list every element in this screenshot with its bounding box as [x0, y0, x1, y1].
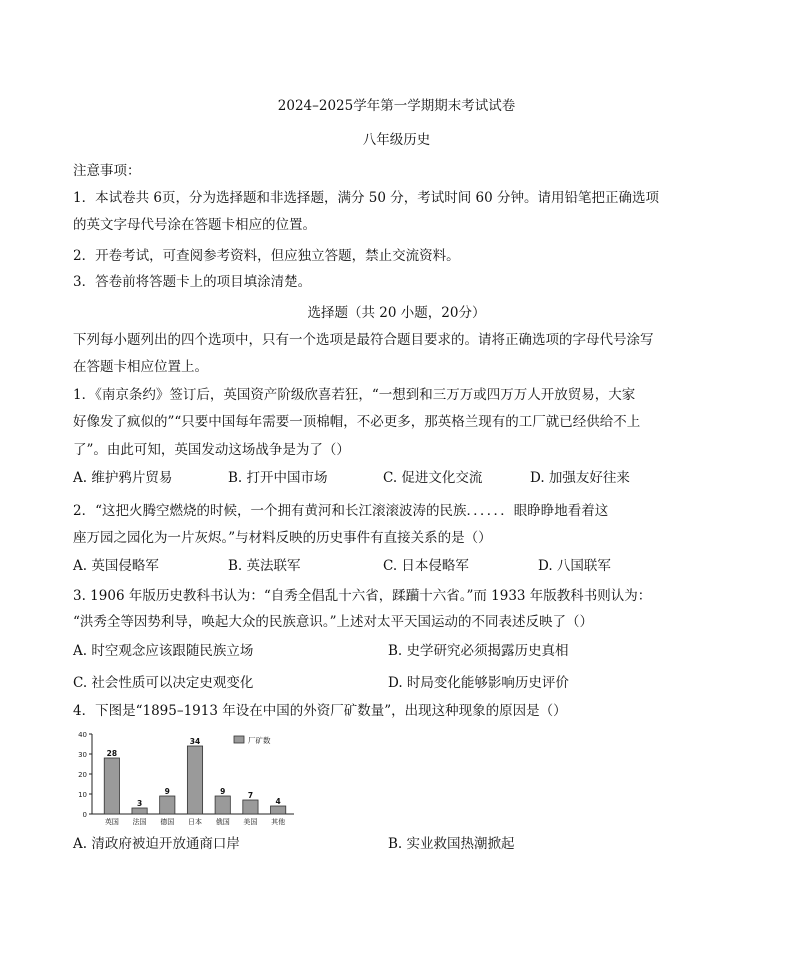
- chart-data-label: 3: [136, 799, 143, 808]
- chart-x-tick-label: 美国: [243, 818, 258, 826]
- q1-option-d[interactable]: D. 加强友好往来: [530, 470, 630, 486]
- q3-stem-line-2: “洪秀全等因势利导，唤起大众的民族意识。”上述对太平天国运动的不同表述反映了（）: [73, 614, 594, 630]
- notice-item-1-line-2: 的英文字母代号涂在答题卡相应的位置。: [73, 217, 316, 233]
- q2-option-b[interactable]: B. 英法联军: [228, 558, 301, 574]
- chart-x-tick-label: 法国: [132, 818, 147, 826]
- notice-heading: 注意事项：: [73, 163, 141, 179]
- chart-data-label: 34: [189, 737, 201, 746]
- q2-option-a[interactable]: A. 英国侵略军: [73, 558, 159, 574]
- q1-stem-line-2: 好像发了疯似的”“只要中国每年需要一顶棉帽，不必更多，那英格兰现有的工厂就已经供给不上: [73, 414, 641, 430]
- q1-option-a[interactable]: A. 维护鸦片贸易: [73, 470, 173, 486]
- section-intro-line-1: 下列每小题列出的四个选项中，只有一个选项是最符合题目要求的。请将正确选项的字母代号涂写: [73, 332, 654, 348]
- chart-data-label: 9: [220, 787, 226, 796]
- chart-bar: [132, 808, 147, 814]
- q2-option-d[interactable]: D. 八国联军: [538, 558, 611, 574]
- q4-stem-line-1: 4．下图是“1895–1913 年设在中国的外资厂矿数量”，出现这种现象的原因是（）: [73, 703, 567, 719]
- q2-option-c[interactable]: C. 日本侵略军: [383, 558, 469, 574]
- q1-stem-line-3: 了”。由此可知，英国发动这场战争是为了（）: [73, 442, 350, 458]
- q1-stem-line-1: 1．《南京条约》签订后，英国资产阶级欣喜若狂，“一想到和三万万或四万万人开放贸易，大家: [73, 387, 636, 403]
- chart-bar: [243, 800, 258, 814]
- chart-data-label: 9: [164, 787, 170, 796]
- notice-item-3: 3．答卷前将答题卡上的项目填涂清楚。: [73, 274, 312, 290]
- q3-stem-line-1: 3. 1906 年版历史教科书认为：“自秀全倡乱十六省，蹂躏十六省。”而 1933 年版教科书则认为：: [73, 588, 652, 604]
- exam-title: 2024–2025学年第一学期期末考试试卷: [277, 98, 516, 114]
- notice-item-2: 2．开卷考试，可查阅参考资料，但应独立答题，禁止交流资料。: [73, 248, 460, 264]
- chart-data-label: 4: [275, 797, 281, 806]
- exam-subtitle: 八年级历史: [362, 132, 431, 148]
- q3-option-d[interactable]: D. 时局变化能够影响历史评价: [388, 675, 569, 691]
- chart-x-tick-label: 德国: [160, 818, 175, 826]
- chart-y-tick-label: 20: [78, 771, 87, 779]
- chart-x-tick-label: 日本: [188, 818, 202, 826]
- q2-stem-line-2: 座万园之园化为一片灰烬。”与材料反映的历史事件有直接关系的是（）: [73, 530, 492, 546]
- chart-bar: [160, 796, 175, 814]
- notice-item-1-line-1: 1．本试卷共 6页，分为选择题和非选择题，满分 50 分，考试时间 60 分钟。请用铅笔把正确选项: [73, 190, 659, 206]
- chart-x-tick-label: 其他: [271, 818, 286, 826]
- q3-option-a[interactable]: A. 时空观念应该跟随民族立场: [73, 643, 254, 659]
- chart-x-tick-label: 英国: [104, 818, 119, 826]
- q1-option-b[interactable]: B. 打开中国市场: [228, 470, 328, 486]
- factory-count-bar-chart: [68, 728, 300, 830]
- chart-data-label: 28: [106, 749, 118, 758]
- q4-option-b[interactable]: B. 实业救国热潮掀起: [388, 836, 515, 852]
- q2-stem-line-1: 2．“这把火腾空燃烧的时候，一个拥有黄河和长江滚滚波涛的民族．．．．．．眼睁睁地看着这: [73, 503, 609, 519]
- chart-bar: [271, 806, 286, 814]
- chart-bar: [104, 758, 119, 814]
- chart-x-tick-label: 俄国: [215, 818, 230, 826]
- chart-bar: [215, 796, 230, 814]
- q1-option-c[interactable]: C. 促进文化交流: [383, 470, 483, 486]
- chart-y-tick-label: 10: [78, 791, 87, 799]
- chart-legend-swatch: [234, 736, 244, 743]
- q3-option-c[interactable]: C. 社会性质可以决定史观变化: [73, 675, 254, 691]
- q3-option-b[interactable]: B. 史学研究必须揭露历史真相: [388, 643, 569, 659]
- section-title: 选择题（共 20 小题，20分）: [307, 305, 486, 321]
- chart-legend-label: 厂矿数: [248, 736, 271, 745]
- chart-y-tick-label: 0: [82, 811, 87, 819]
- section-intro-line-2: 在答题卡相应位置上。: [73, 359, 208, 375]
- q4-option-a[interactable]: A. 清政府被迫开放通商口岸: [73, 836, 240, 852]
- chart-y-tick-label: 30: [78, 751, 87, 759]
- chart-bar: [187, 746, 202, 814]
- chart-data-label: 7: [247, 791, 254, 800]
- chart-y-tick-label: 40: [78, 731, 87, 739]
